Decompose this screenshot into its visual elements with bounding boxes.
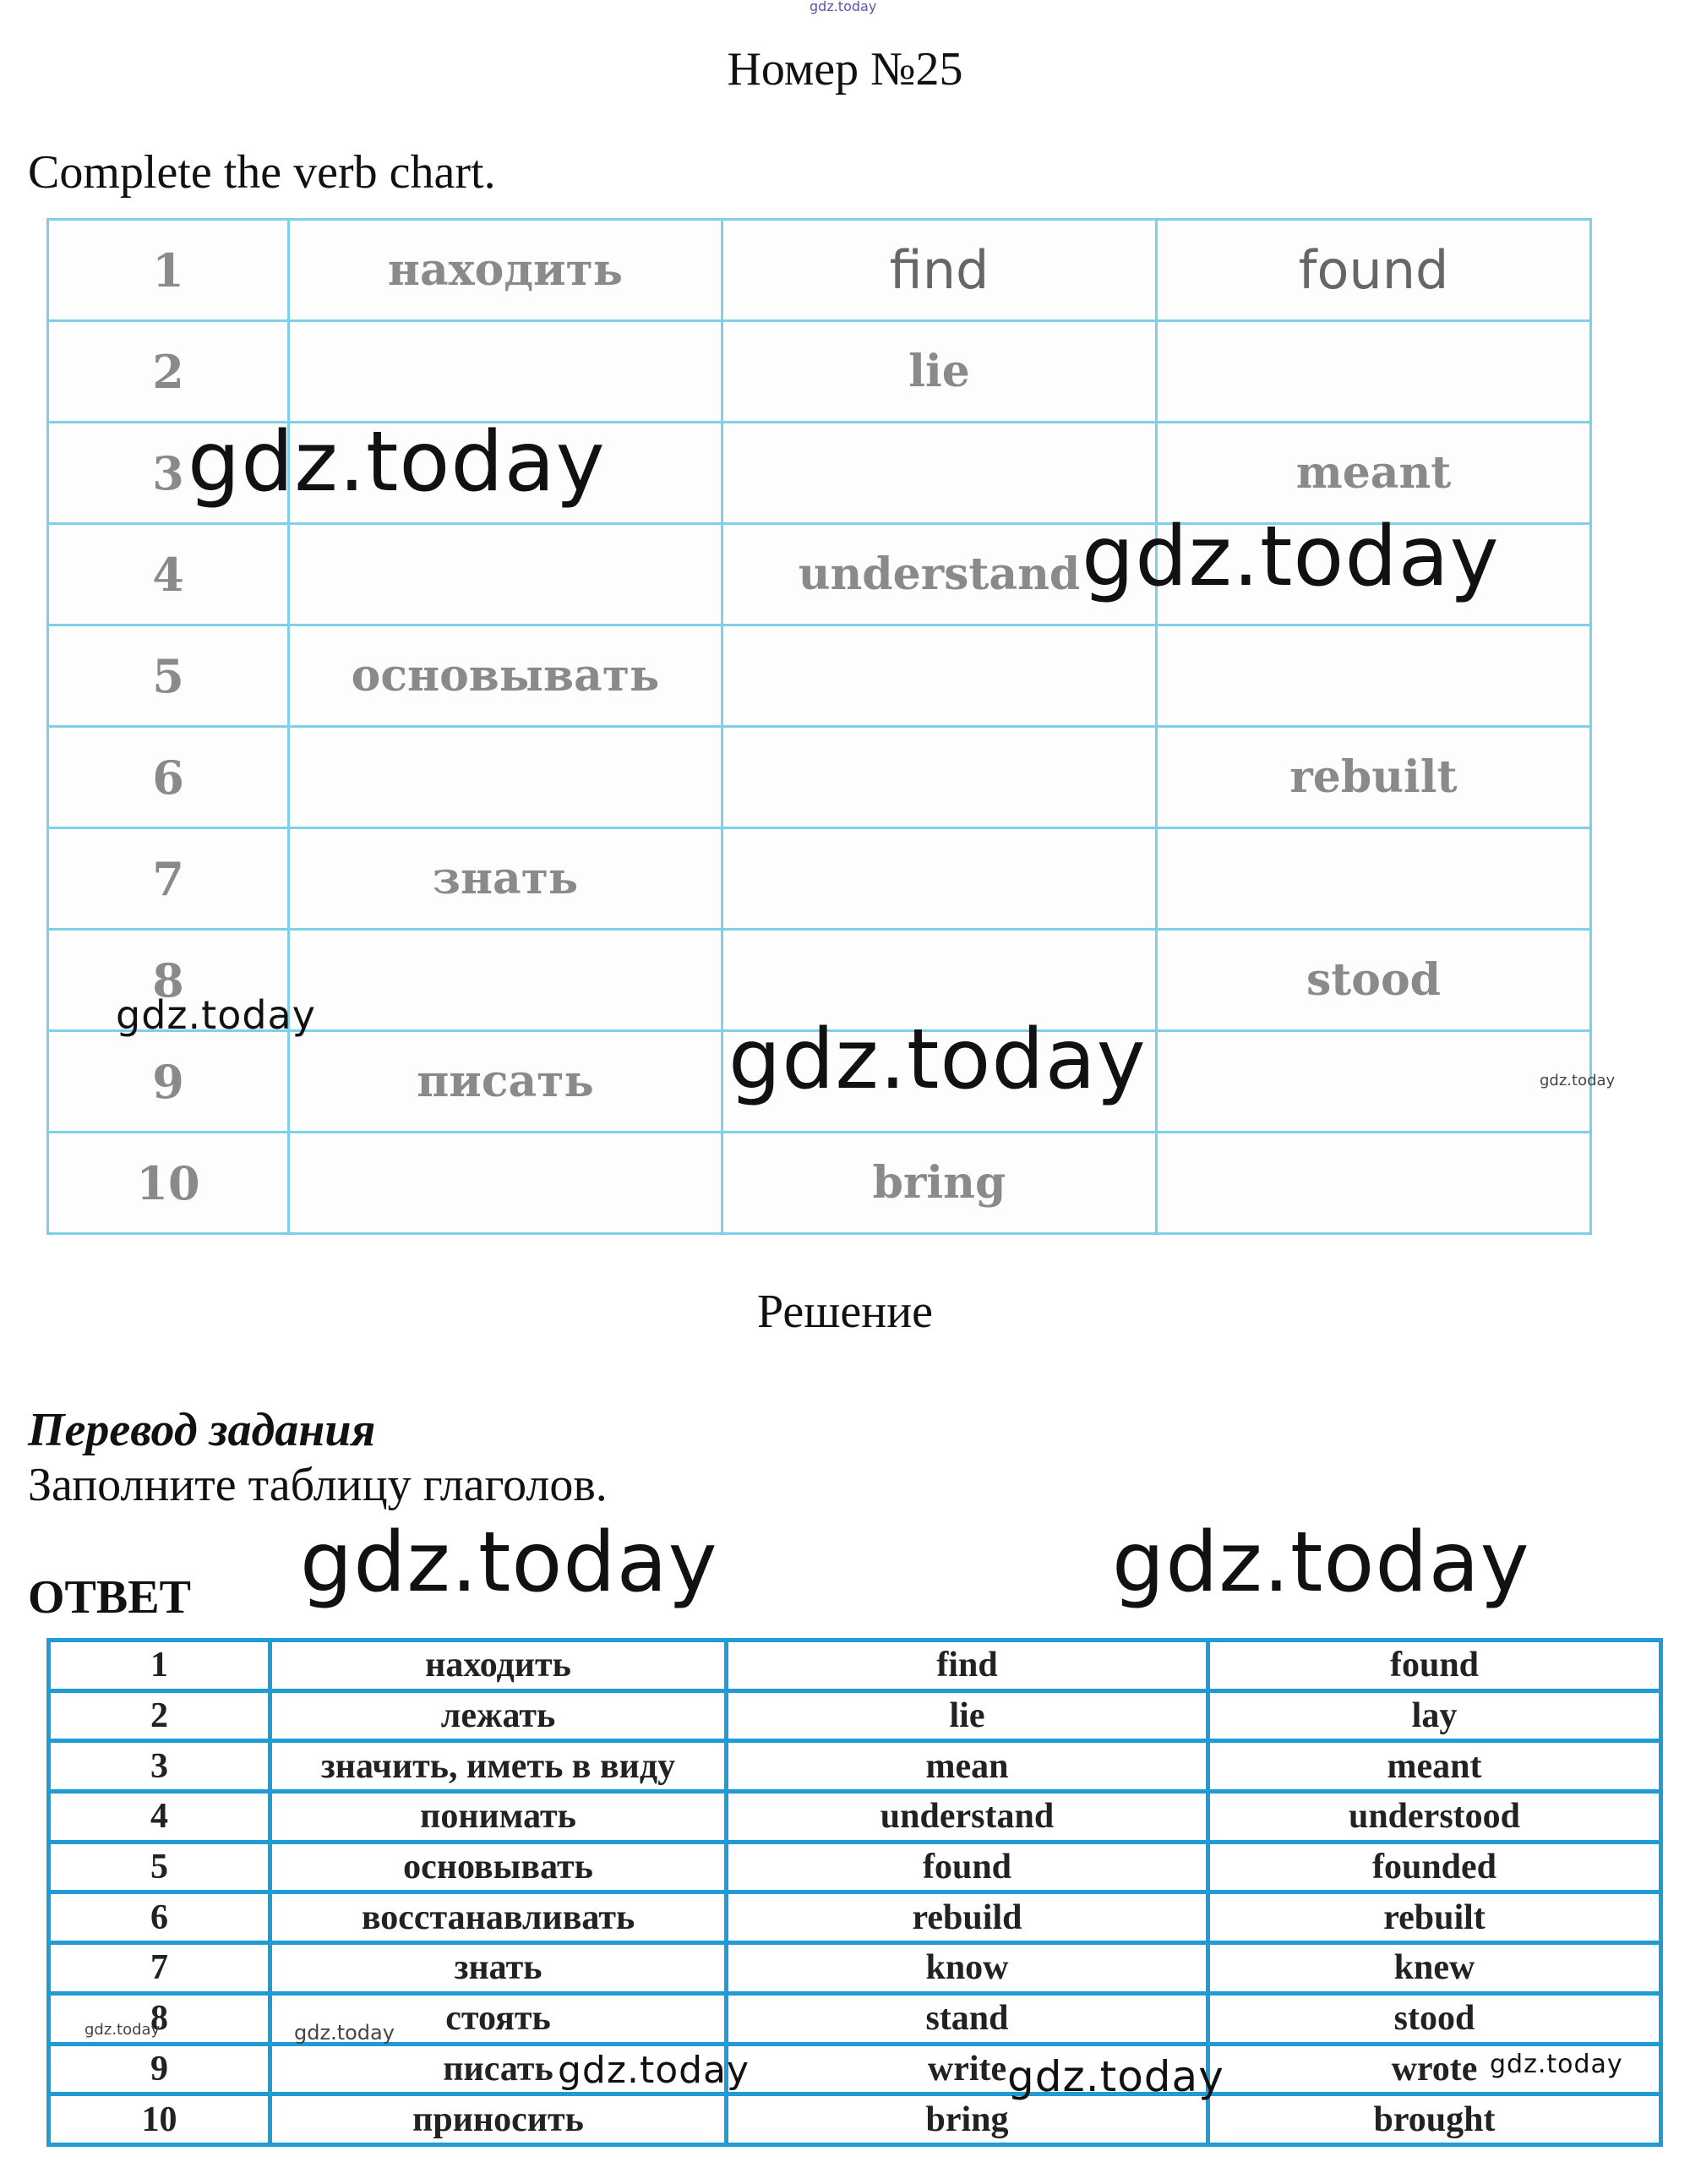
row-number: 8 [49, 1993, 270, 2044]
past-form-cell: stood [1157, 930, 1591, 1031]
past-form-cell: stood [1208, 1993, 1661, 2044]
row-number: 4 [48, 524, 289, 625]
watermark: gdz.today [300, 1515, 718, 1611]
past-form-cell: rebuilt [1208, 1892, 1661, 1943]
watermark: gdz.today [558, 2049, 750, 2092]
russian-cell [289, 1133, 722, 1234]
table-row [49, 1690, 1661, 1741]
russian-cell: основывать [289, 625, 722, 727]
translation-heading: Перевод задания [28, 1404, 376, 1456]
infinitive-cell: stand [727, 1993, 1208, 2044]
russian-cell: стоять [270, 1993, 727, 2044]
row-number: 6 [48, 727, 289, 828]
past-form-cell: wrote [1208, 2044, 1661, 2094]
row-number: 1 [48, 220, 289, 321]
infinitive-cell: find [727, 1641, 1208, 1691]
watermark: gdz.today [294, 2021, 395, 2045]
russian-cell [289, 321, 722, 423]
table-row [48, 321, 1591, 423]
page-title: Номер №25 [727, 43, 963, 96]
watermark: gdz.today [188, 414, 606, 511]
translation-text: Заполните таблицу глаголов. [28, 1459, 608, 1511]
watermark: gdz.today [116, 992, 316, 1038]
infinitive-cell: lie [722, 321, 1157, 423]
table-row [48, 828, 1591, 930]
row-number: 1 [49, 1641, 270, 1691]
watermark: gdz.today [1082, 509, 1500, 605]
past-form-cell: rebuilt [1157, 727, 1591, 828]
past-form-cell [1157, 1031, 1591, 1133]
table-row [49, 1943, 1661, 1994]
russian-cell: понимать [270, 1792, 727, 1843]
past-form-cell: meant [1208, 1741, 1661, 1792]
row-number: 7 [48, 828, 289, 930]
infinitive-cell: rebuild [727, 1892, 1208, 1943]
infinitive-cell [722, 828, 1157, 930]
infinitive-cell: bring [727, 2094, 1208, 2145]
row-number: 10 [49, 2094, 270, 2145]
row-number: 5 [48, 625, 289, 727]
infinitive-cell: mean [727, 1741, 1208, 1792]
infinitive-cell: bring [722, 1133, 1157, 1234]
answer-verb-table [46, 1638, 1663, 2147]
russian-cell [289, 930, 722, 1031]
table-row [49, 1641, 1661, 1691]
watermark: gdz.today [1540, 1072, 1616, 1089]
table-row [49, 2044, 1661, 2094]
table-row [48, 727, 1591, 828]
russian-cell: восстанавливать [270, 1892, 727, 1943]
infinitive-cell: understand [727, 1792, 1208, 1843]
past-form-cell: knew [1208, 1943, 1661, 1994]
table-row [49, 1842, 1661, 1892]
russian-cell [289, 524, 722, 625]
infinitive-cell: find [722, 220, 1157, 321]
russian-cell: знать [270, 1943, 727, 1994]
past-form-cell: lay [1208, 1690, 1661, 1741]
past-form-cell [1157, 828, 1591, 930]
infinitive-cell [722, 625, 1157, 727]
table-row [49, 1892, 1661, 1943]
table-row [49, 1792, 1661, 1843]
past-form-cell [1157, 625, 1591, 727]
russian-cell: писать [289, 1031, 722, 1133]
past-form-cell [1157, 1133, 1591, 1234]
row-number: 9 [49, 2044, 270, 2094]
russian-cell: знать [289, 828, 722, 930]
watermark: gdz.today [1490, 2050, 1623, 2079]
past-form-cell: meant [1157, 423, 1591, 524]
russian-cell [289, 727, 722, 828]
row-number: 6 [49, 1892, 270, 1943]
row-number: 3 [49, 1741, 270, 1792]
row-number: 9 [48, 1031, 289, 1133]
row-number: 2 [48, 321, 289, 423]
watermark: gdz.today [1112, 1515, 1530, 1611]
russian-cell: приносить [270, 2094, 727, 2145]
table-row [49, 1741, 1661, 1792]
answer-heading: ОТВЕТ [28, 1571, 191, 1624]
row-number: 3 [48, 423, 289, 524]
past-form-cell: brought [1208, 2094, 1661, 2145]
infinitive-cell: understand [722, 524, 1157, 625]
infinitive-cell: found [727, 1842, 1208, 1892]
past-form-cell [1157, 321, 1591, 423]
row-number: 7 [49, 1943, 270, 1994]
table-row [49, 2094, 1661, 2145]
infinitive-cell: write [727, 2044, 1208, 2094]
infinitive-cell: lie [727, 1690, 1208, 1741]
past-form-cell: understood [1208, 1792, 1661, 1843]
watermark: gdz.today [1007, 2052, 1224, 2101]
solution-heading: Решение [756, 1286, 934, 1338]
past-form-cell: founded [1208, 1842, 1661, 1892]
row-number: 8 [48, 930, 289, 1031]
russian-cell: находить [270, 1641, 727, 1691]
row-number: 4 [49, 1792, 270, 1843]
russian-cell: писать [270, 2044, 727, 2094]
row-number: 2 [49, 1690, 270, 1741]
russian-cell: значить, иметь в виду [270, 1741, 727, 1792]
past-form-cell: found [1208, 1641, 1661, 1691]
table-row [49, 1993, 1661, 2044]
watermark: gdz.today [810, 0, 877, 14]
exercise-instruction: Complete the verb chart. [28, 146, 496, 199]
row-number: 10 [48, 1133, 289, 1234]
russian-cell: лежать [270, 1690, 727, 1741]
table-row [48, 1133, 1591, 1234]
russian-cell: находить [289, 220, 722, 321]
infinitive-cell: know [727, 1943, 1208, 1994]
past-form-cell: found [1157, 220, 1591, 321]
watermark: gdz.today [728, 1012, 1147, 1108]
infinitive-cell [722, 727, 1157, 828]
row-number: 5 [49, 1842, 270, 1892]
russian-cell: основывать [270, 1842, 727, 1892]
watermark: gdz.today [84, 2021, 161, 2039]
table-row [48, 625, 1591, 727]
table-row [48, 220, 1591, 321]
